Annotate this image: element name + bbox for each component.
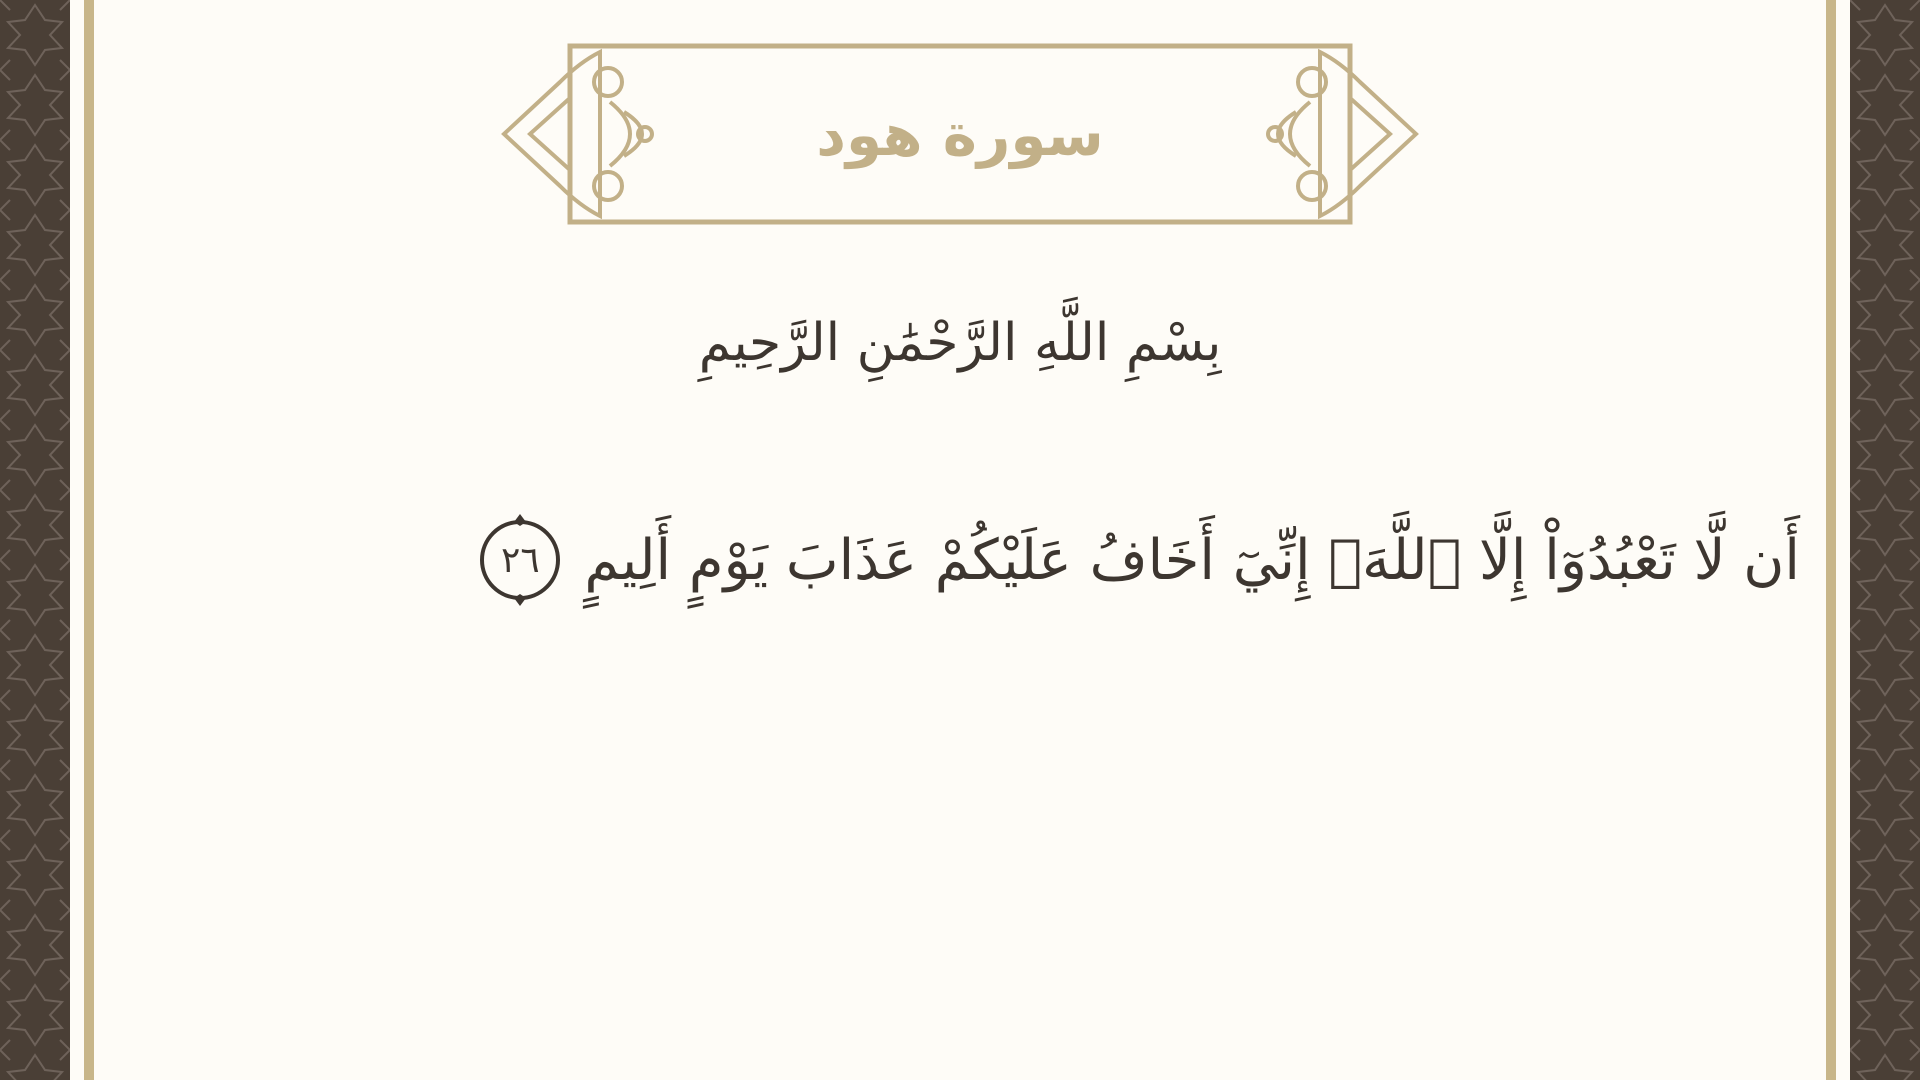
ayah-number-marker: [478, 512, 562, 608]
right-ornamental-border: [1850, 0, 1920, 1080]
surah-title: سورة هود: [816, 101, 1104, 169]
left-ornamental-border: [0, 0, 70, 1080]
basmala-calligraphy: بِسْمِ اللَّهِ الرَّحْمَٰنِ الرَّحِيمِ: [698, 313, 1222, 373]
left-gold-rule: [84, 0, 94, 1080]
right-gold-rule: [1826, 0, 1836, 1080]
verse-line: [380, 500, 1800, 620]
surah-header-banner: [500, 42, 1420, 226]
verse-text: أَن لَّا تَعْبُدُوٓاْ إِلَّا ٱللَّهَۖ إِنِّيٓ أَخَافُ عَلَيْكُمْ عَذَابَ يَوْمٍ أَلِيمٍ: [584, 527, 1800, 593]
ayah-number: ٢٦: [500, 539, 540, 581]
